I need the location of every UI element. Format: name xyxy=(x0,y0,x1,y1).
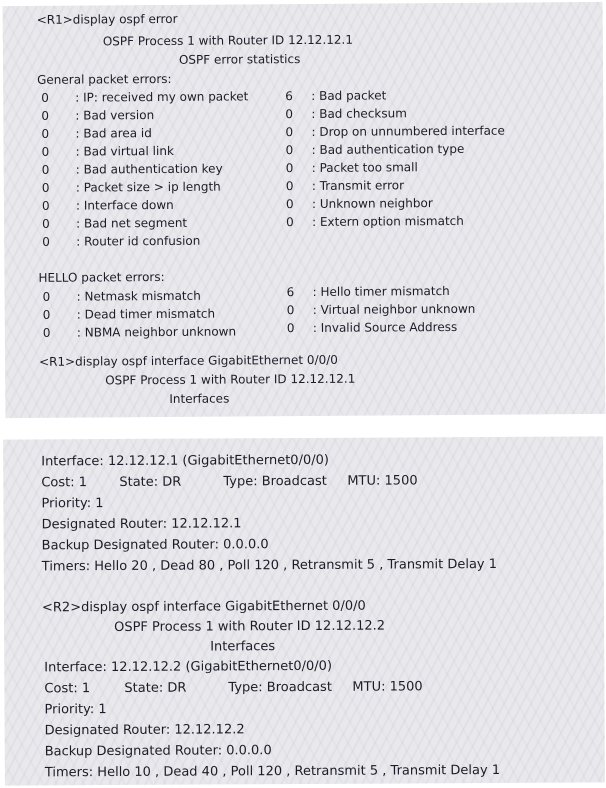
error-count: 0 xyxy=(285,107,294,122)
error-label: : Interface down xyxy=(75,197,174,213)
error-count: 0 xyxy=(41,90,49,105)
error-label: : Router id confusion xyxy=(76,233,201,249)
hello-errors-header: HELLO packet errors: xyxy=(38,269,165,285)
interfaces-heading: Interfaces xyxy=(210,639,276,655)
error-label: : NBMA neighbor unknown xyxy=(76,324,237,340)
error-count: 0 xyxy=(41,180,50,195)
terminal-photo-bottom xyxy=(3,436,605,785)
interface-line-r1: Interface: 12.12.12.1 (GigabitEthernet0/0/0) xyxy=(41,452,329,470)
error-count: 0 xyxy=(41,198,50,213)
error-count: 0 xyxy=(42,307,51,322)
error-label: : Hello timer mismatch xyxy=(312,283,450,299)
error-label: : Netmask mismatch xyxy=(76,288,201,304)
error-label: : Bad packet xyxy=(311,88,387,103)
error-count: 0 xyxy=(285,197,294,212)
timers-r1: Timers: Hello 20 , Dead 80 , Poll 120 , Retransmit 5 , Transmit Delay 1 xyxy=(41,556,498,575)
error-label: : Virtual neighbor unknown xyxy=(312,301,476,317)
backup-designated-router-r1: Backup Designated Router: 0.0.0.0 xyxy=(41,537,269,554)
cost-r2: Cost: 1 xyxy=(44,681,91,697)
error-count: 0 xyxy=(41,126,50,141)
process-line: OSPF Process 1 with Router ID 12.12.12.2 xyxy=(114,618,386,635)
error-count: 0 xyxy=(286,321,295,336)
error-label: : Invalid Source Address xyxy=(312,319,458,335)
error-count: 0 xyxy=(42,325,51,340)
error-label: : Packet too small xyxy=(311,160,418,175)
error-count: 6 xyxy=(286,285,295,300)
interfaces-heading: Interfaces xyxy=(169,391,230,406)
error-count: 0 xyxy=(286,215,294,230)
error-label: : Bad net segment xyxy=(76,215,188,231)
error-count: 0 xyxy=(41,162,50,177)
error-label: : Transmit error xyxy=(311,178,405,193)
error-count: 0 xyxy=(42,289,51,304)
error-count: 6 xyxy=(285,89,293,104)
stats-title: OSPF error statistics xyxy=(178,52,301,67)
command-line-r2-interface: <R2>display ospf interface GigabitEthernet 0/0/0 xyxy=(41,598,366,616)
error-label: : IP: received my own packet xyxy=(75,89,249,105)
state-r1: State: DR xyxy=(119,474,182,490)
error-count: 0 xyxy=(286,303,295,318)
general-errors-header: General packet errors: xyxy=(37,71,172,87)
error-count: 0 xyxy=(285,125,294,140)
process-line: OSPF Process 1 with Router ID 12.12.12.1 xyxy=(105,371,356,388)
error-label: : Bad virtual link xyxy=(75,143,174,159)
interface-line-r2: Interface: 12.12.12.2 (GigabitEthernet0/0/0) xyxy=(44,658,333,676)
command-line-r1-interface: <R1>display ospf interface GigabitEthernet 0/0/0 xyxy=(39,352,338,369)
error-count: 0 xyxy=(41,108,50,123)
priority-r2: Priority: 1 xyxy=(44,702,107,718)
mtu-r2: MTU: 1500 xyxy=(352,679,423,695)
error-count: 0 xyxy=(285,179,294,194)
error-count: 0 xyxy=(41,144,50,159)
command-line-r1-error: <R1>display ospf error xyxy=(36,11,178,27)
error-label: : Bad authentication type xyxy=(311,141,465,157)
priority-r1: Priority: 1 xyxy=(41,496,104,512)
process-line: OSPF Process 1 with Router ID 12.12.12.1 xyxy=(102,32,354,49)
error-label: : Bad area id xyxy=(75,126,152,141)
error-count: 0 xyxy=(285,161,294,176)
error-label: : Bad authentication key xyxy=(75,161,223,177)
error-label: : Bad checksum xyxy=(311,106,407,121)
timers-r2: Timers: Hello 10 , Dead 40 , Poll 120 , Retransmit 5 , Transmit Delay 1 xyxy=(44,762,501,781)
error-label: : Drop on unnumbered interface xyxy=(311,123,505,139)
error-label: : Packet size > ip length xyxy=(75,179,221,195)
state-r2: State: DR xyxy=(124,680,187,696)
type-r2: Type: Broadcast xyxy=(228,679,332,696)
error-count: 0 xyxy=(285,143,294,158)
backup-designated-router-r2: Backup Designated Router: 0.0.0.0 xyxy=(44,743,272,760)
error-label: : Unknown neighbor xyxy=(311,196,433,211)
mtu-r1: MTU: 1500 xyxy=(347,473,418,489)
error-count: 0 xyxy=(42,216,50,231)
designated-router-r2: Designated Router: 12.12.12.2 xyxy=(44,722,245,739)
error-count: 0 xyxy=(42,234,50,249)
error-label: : Extern option mismatch xyxy=(312,213,464,229)
designated-router-r1: Designated Router: 12.12.12.1 xyxy=(41,516,242,533)
error-label: : Bad version xyxy=(75,108,155,123)
error-label: : Dead timer mismatch xyxy=(76,306,216,322)
terminal-photo-top xyxy=(3,2,606,418)
cost-r1: Cost: 1 xyxy=(41,475,88,491)
type-r1: Type: Broadcast xyxy=(223,473,327,490)
